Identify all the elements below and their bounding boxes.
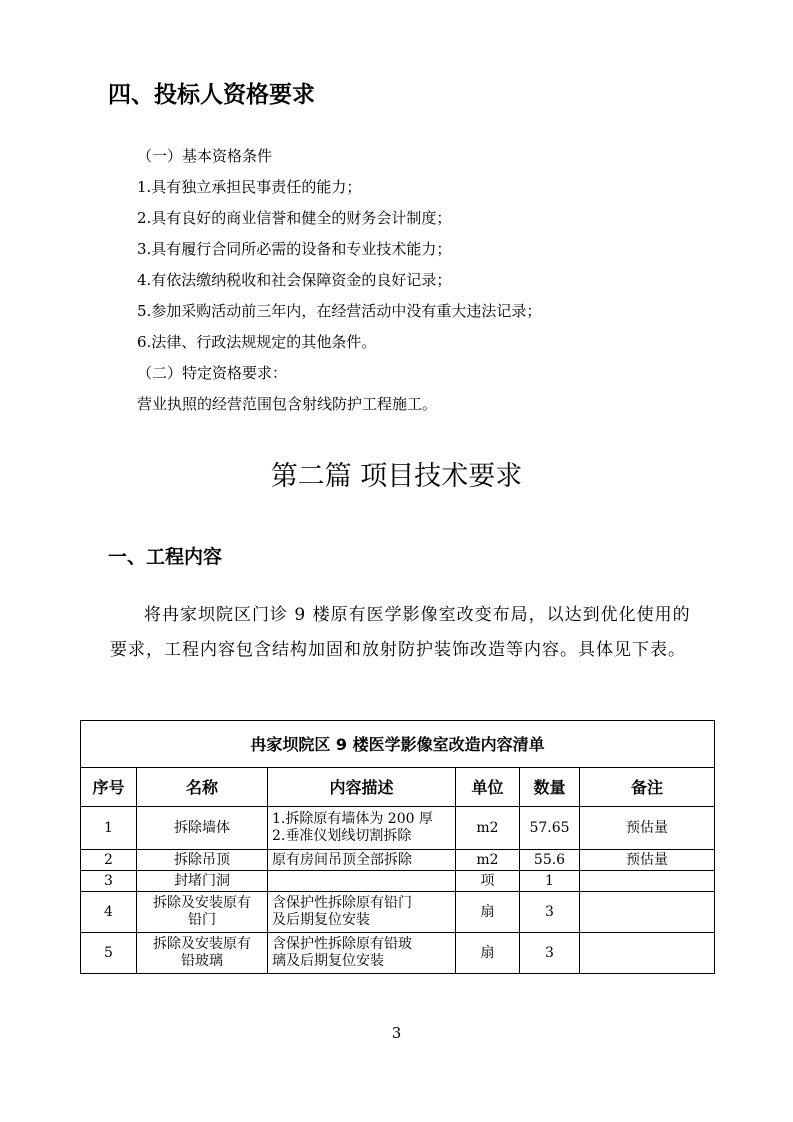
cell-quantity: 3 (520, 933, 580, 974)
cell-description (268, 871, 456, 892)
part-title: 第二篇 项目技术要求 (270, 461, 523, 492)
cell-unit: m2 (456, 807, 520, 850)
cell-no: 5 (81, 933, 137, 974)
table-row (81, 871, 715, 892)
description-line: 含保护性拆除原有铅门 (272, 895, 412, 911)
cell-note: 预估量 (580, 807, 715, 850)
cell-name: 拆除吊顶 (137, 850, 268, 871)
qualification-item-3: 3.具有履行合同所必需的设备和专业技术能力； (137, 240, 452, 258)
qualification-item-4: 4.有依法缴纳税收和社会保障资金的良好记录； (137, 271, 452, 289)
cell-name (137, 933, 268, 974)
header-quantity: 数量 (520, 768, 580, 807)
cell-note (580, 892, 715, 933)
description-line: 及后期复位安装 (272, 912, 370, 928)
cell-quantity: 3 (520, 892, 580, 933)
qualification-item-2: 2.具有良好的商业信誉和健全的财务会计制度； (137, 209, 452, 227)
cell-no: 1 (81, 807, 137, 850)
cell-description (268, 807, 456, 850)
table-caption: 冉家坝院区 9 楼医学影像室改造内容清单 (81, 721, 715, 768)
table-row (81, 850, 715, 871)
header-description: 内容描述 (268, 768, 456, 807)
qualification-item-6: 6.法律、行政法规规定的其他条件。 (137, 333, 377, 351)
cell-note (580, 871, 715, 892)
engineering-content-paragraph: 将冉家坝院区门诊 9 楼原有医学影像室改变布局，以达到优化使用的要求，工程内容包含结构加固和放射防护装饰改造等内容。具体见下表。 (110, 605, 691, 660)
table-row (81, 892, 715, 933)
cell-name (137, 892, 268, 933)
name-line: 铅门 (188, 912, 216, 928)
table-row (81, 807, 715, 850)
cell-note (580, 933, 715, 974)
name-line: 拆除及安装原有 (153, 936, 251, 952)
cell-description (268, 892, 456, 933)
header-note: 备注 (580, 768, 715, 807)
special-qualification-text: 营业执照的经营范围包含射线防护工程施工。 (137, 395, 438, 413)
description-line: 2.垂准仪划线切割拆除 (272, 828, 412, 844)
table-row (81, 933, 715, 974)
header-no: 序号 (81, 768, 137, 807)
qualification-item-1: 1.具有独立承担民事责任的能力； (137, 178, 362, 196)
cell-quantity: 1 (520, 871, 580, 892)
cell-description (268, 933, 456, 974)
cell-unit: m2 (456, 850, 520, 871)
cell-no: 3 (81, 871, 137, 892)
header-unit: 单位 (456, 768, 520, 807)
name-line: 拆除及安装原有 (153, 895, 251, 911)
page-number: 3 (391, 1024, 402, 1042)
table-header-row (81, 768, 715, 807)
header-name: 名称 (137, 768, 268, 807)
cell-no: 4 (81, 892, 137, 933)
renovation-content-table (80, 720, 715, 974)
basic-qualification-title: （一）基本资格条件 (137, 147, 273, 165)
description-line: 含保护性拆除原有铅玻 (272, 936, 412, 952)
special-qualification-title: （二）特定资格要求： (137, 364, 288, 382)
description-line: 1.拆除原有墙体为 200 厚 (272, 811, 433, 827)
cell-name: 拆除墙体 (137, 807, 268, 850)
cell-quantity: 57.65 (520, 807, 580, 850)
cell-description: 原有房间吊顶全部拆除 (268, 850, 456, 871)
name-line: 铅玻璃 (181, 953, 223, 969)
description-line: 璃及后期复位安装 (272, 953, 384, 969)
cell-quantity: 55.6 (520, 850, 580, 871)
cell-note: 预估量 (580, 850, 715, 871)
cell-unit: 扇 (456, 892, 520, 933)
section-heading-bidder-qualification: 四、投标人资格要求 (108, 82, 315, 108)
cell-unit: 扇 (456, 933, 520, 974)
qualification-item-5: 5.参加采购活动前三年内，在经营活动中没有重大违法记录； (137, 302, 542, 320)
cell-unit: 项 (456, 871, 520, 892)
section-heading-engineering-content: 一、工程内容 (108, 546, 223, 568)
cell-name: 封堵门洞 (137, 871, 268, 892)
cell-no: 2 (81, 850, 137, 871)
